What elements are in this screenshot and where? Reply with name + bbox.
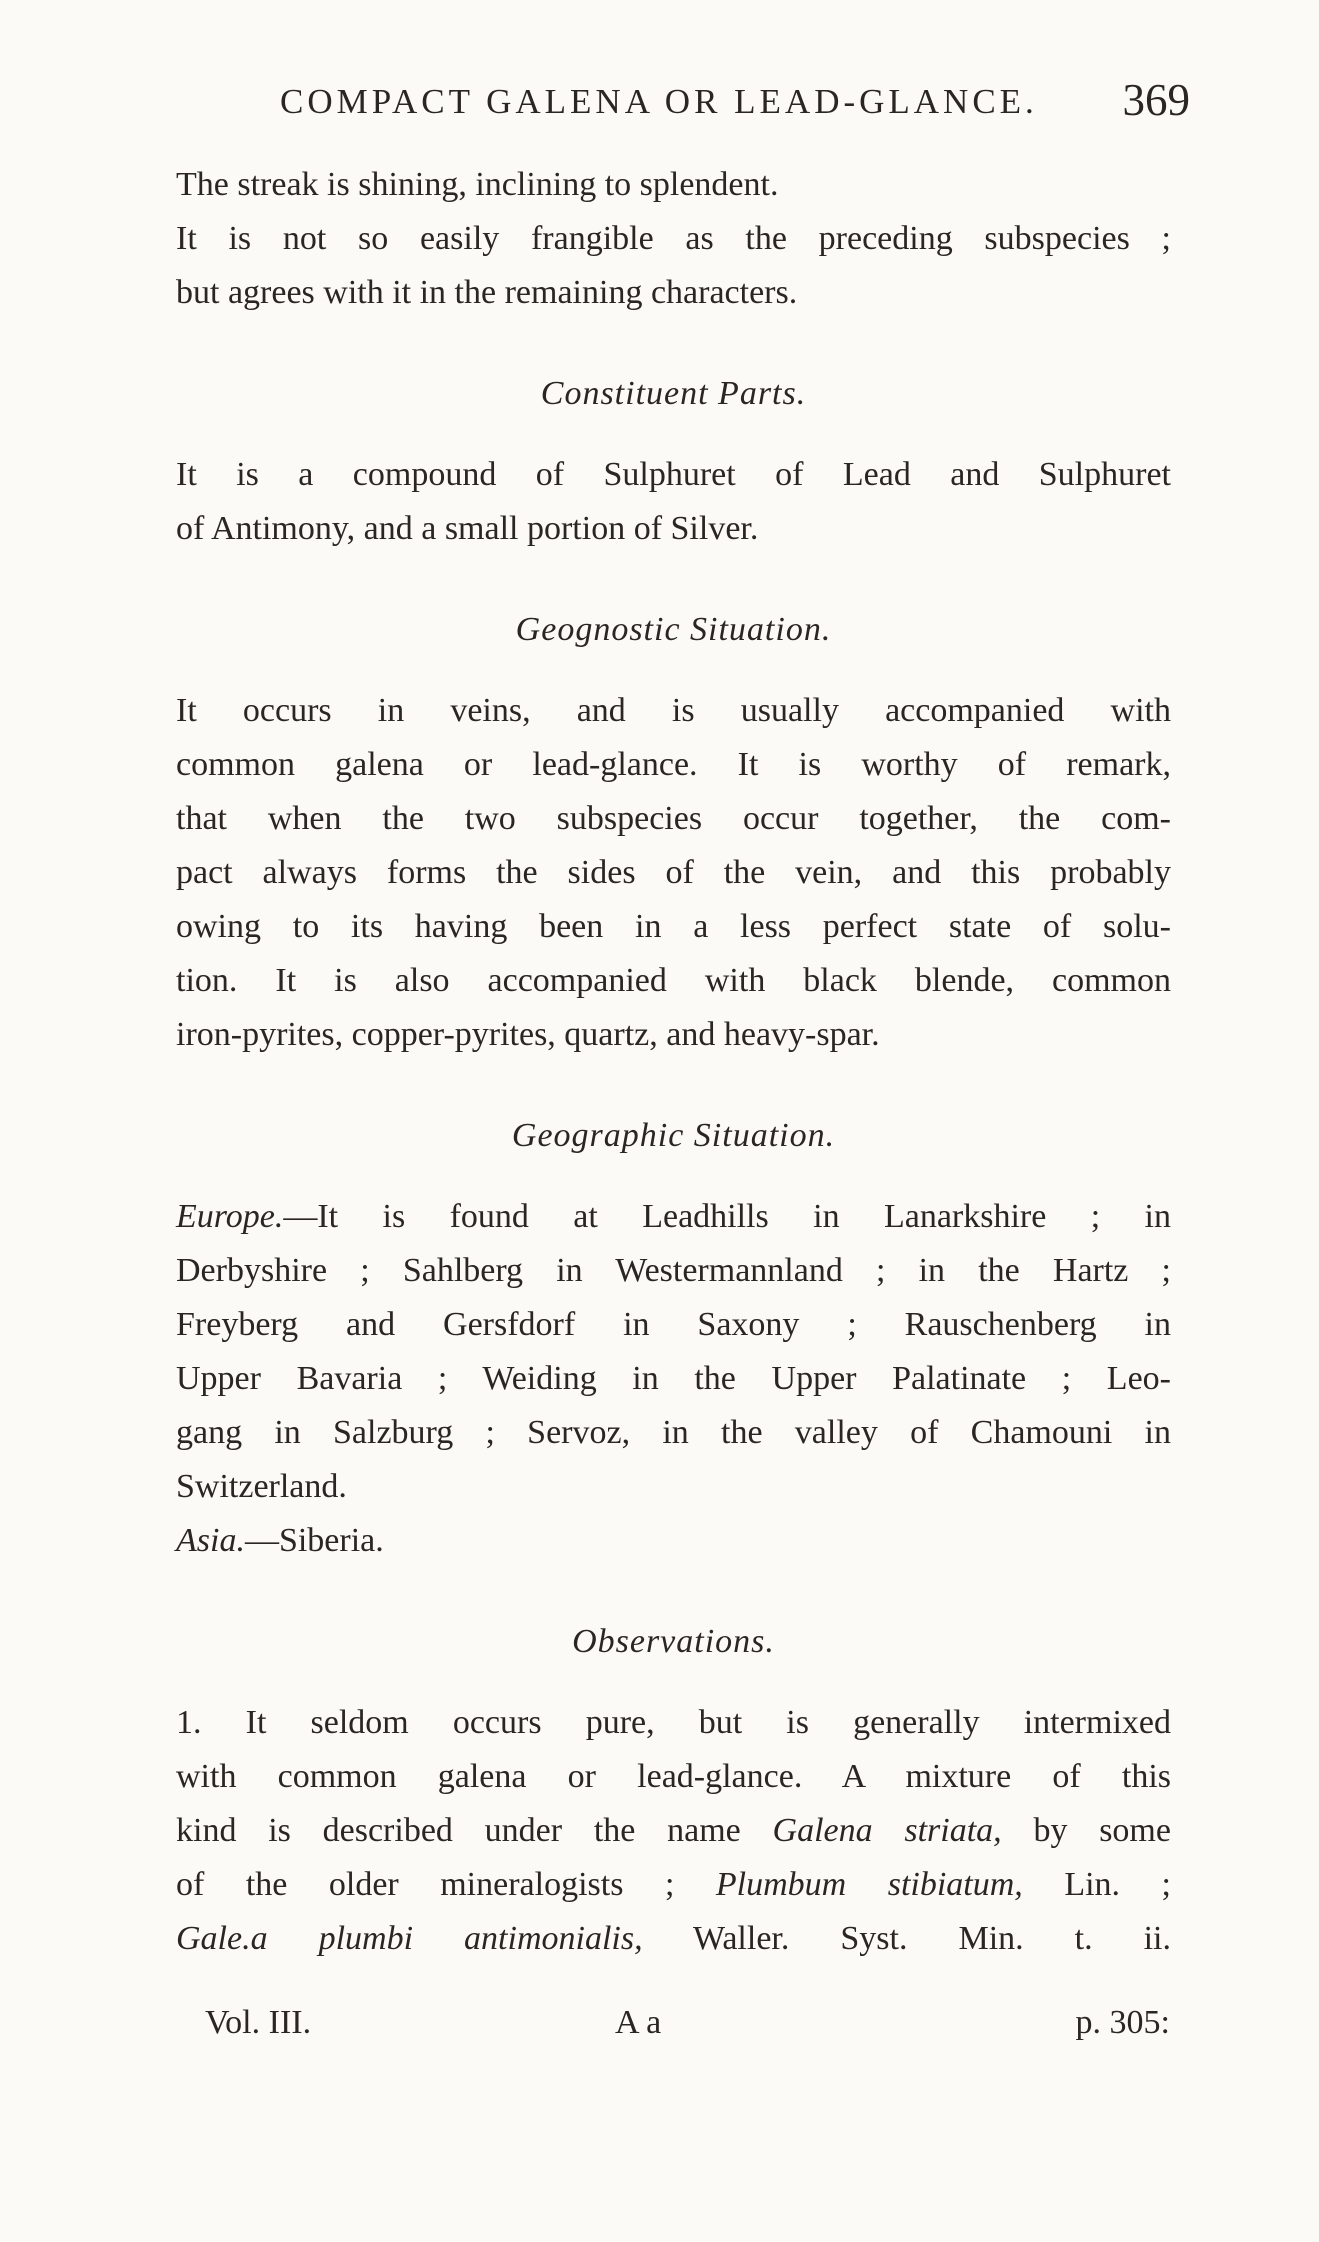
- intro-line: It is not so easily frangible as the preceding subspecies ;: [176, 220, 1171, 257]
- observations-latin-name: Plumbum stibiatum,: [715, 1866, 1023, 1903]
- geographic-line: Switzerland.: [176, 1468, 347, 1505]
- body-text: [176, 158, 1171, 1966]
- observations-line: [176, 1912, 1171, 1966]
- catchword: p. 305:: [1075, 2004, 1170, 2041]
- geognostic-line: pact always forms the sides of the vein, and this probably: [176, 854, 1171, 891]
- volume-label: Vol. III.: [205, 2004, 312, 2041]
- observations-text: kind is described under the name: [176, 1812, 773, 1849]
- observations-line: 1. It seldom occurs pure, but is generally intermixed: [176, 1704, 1171, 1741]
- constituent-line: It is a compound of Sulphuret of Lead and Sulphuret: [176, 456, 1171, 493]
- section-heading-observations: Observations.: [572, 1623, 775, 1660]
- observations-text: Lin. ;: [1022, 1866, 1171, 1903]
- observations-latin-name: Galena striata,: [772, 1812, 1002, 1849]
- running-head: [270, 72, 1190, 132]
- observations-text: Waller. Syst. Min. t. ii.: [642, 1920, 1171, 1957]
- geographic-line-text: —It is found at Leadhills in Lanarkshire ; in: [283, 1198, 1171, 1235]
- signature-mark: A a: [615, 2004, 662, 2041]
- observations-latin-name: Gale.a plumbi antimonialis,: [176, 1920, 643, 1957]
- geographic-line: Derbyshire ; Sahlberg in Westermannland ; in the Hartz ;: [176, 1252, 1171, 1289]
- geognostic-line: owing to its having been in a less perfect state of solu-: [176, 908, 1171, 945]
- geognostic-line: It occurs in veins, and is usually accompanied with: [176, 692, 1171, 729]
- geographic-line: Upper Bavaria ; Weiding in the Upper Palatinate ; Leo-: [176, 1360, 1171, 1397]
- geognostic-line: tion. It is also accompanied with black blende, common: [176, 962, 1171, 999]
- observations-line: [176, 1858, 1171, 1912]
- page-number: 369: [1122, 75, 1190, 125]
- constituent-line: of Antimony, and a small portion of Silver.: [176, 510, 759, 547]
- region-label-asia: Asia.: [176, 1522, 245, 1559]
- geographic-line: Freyberg and Gersfdorf in Saxony ; Rauschenberg in: [176, 1306, 1171, 1343]
- page-footer: [205, 1996, 1170, 2050]
- geographic-line: gang in Salzburg ; Servoz, in the valley of Chamouni in: [176, 1414, 1171, 1451]
- section-heading-geognostic-situation: Geognostic Situation.: [515, 611, 832, 648]
- geognostic-line: that when the two subspecies occur together, the com-: [176, 800, 1171, 837]
- geognostic-line: iron-pyrites, copper-pyrites, quartz, and heavy-spar.: [176, 1016, 880, 1053]
- geographic-line: [176, 1190, 1171, 1244]
- intro-line: but agrees with it in the remaining characters.: [176, 274, 798, 311]
- observations-line: [176, 1804, 1171, 1858]
- region-label-europe: Europe.: [176, 1198, 284, 1235]
- geographic-line: [176, 1514, 1171, 1568]
- intro-line: The streak is shining, inclining to splendent.: [176, 166, 779, 203]
- section-heading-constituent-parts: Constituent Parts.: [540, 375, 807, 412]
- geognostic-line: common galena or lead-glance. It is worthy of remark,: [176, 746, 1171, 783]
- observations-text: by some: [1001, 1812, 1171, 1849]
- observations-text: of the older mineralogists ;: [176, 1866, 716, 1903]
- geographic-line-text: —Siberia.: [244, 1522, 384, 1559]
- running-title: COMPACT GALENA OR LEAD-GLANCE.: [280, 82, 1038, 121]
- observations-line: with common galena or lead-glance. A mixture of this: [176, 1758, 1171, 1795]
- section-heading-geographic-situation: Geographic Situation.: [511, 1117, 836, 1154]
